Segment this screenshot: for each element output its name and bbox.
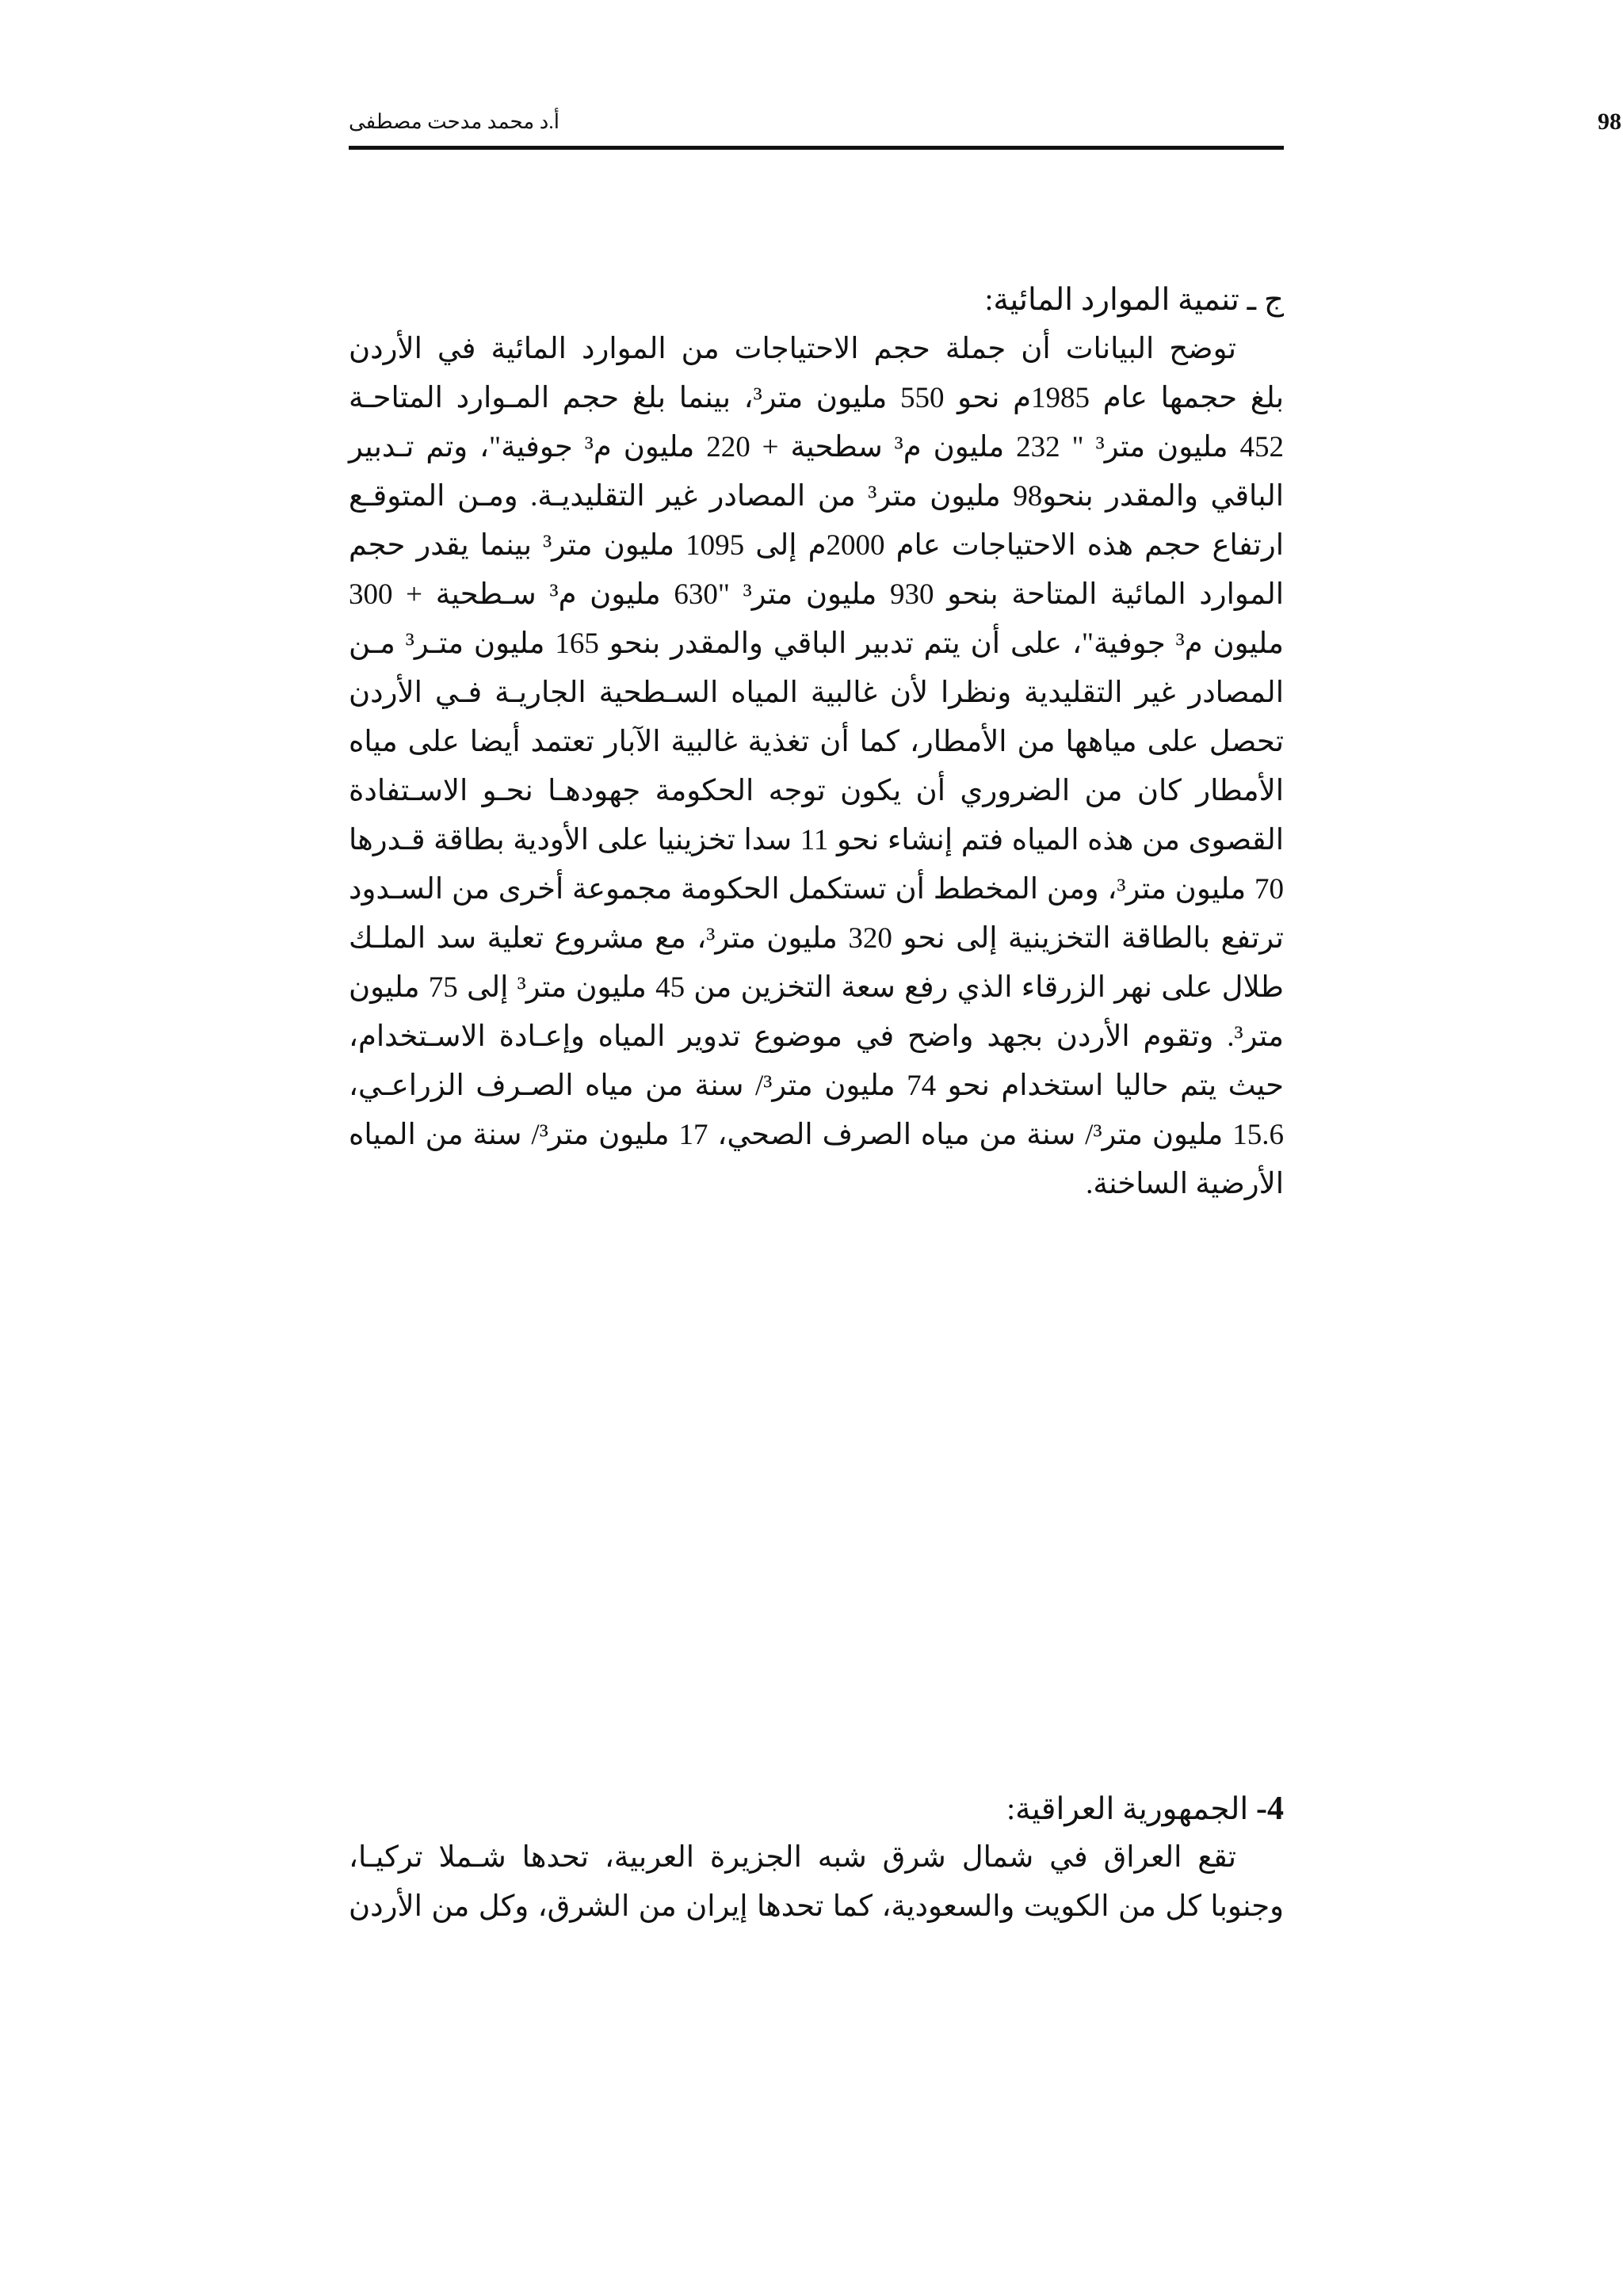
header-rule (349, 146, 1284, 150)
paragraph-line: الباقي والمقدر بنحو98 مليون متر³ من المصادر غير التقليديـة. ومـن المتوقـع (349, 480, 1284, 513)
paragraph-line: 452 مليون متر³ " 232 مليون م³ سطحية + 220 مليون م³ جوفية"، وتم تـدبير (349, 431, 1284, 463)
paragraph-line: ارتفاع حجم هذه الاحتياجات عام 2000م إلى 1095 مليون متر³ بينما يقدر حجم (349, 529, 1284, 562)
paragraph-line: القصوى من هذه المياه فتم إنشاء نحو 11 سدا تخزينيا على الأودية بطاقة قـدرها (349, 824, 1284, 856)
paragraph-line: تحصل على مياهها من الأمطار، كما أن تغذية غالبية الآبار تعتمد أيضا على مياه (349, 726, 1284, 758)
page-header (349, 103, 1621, 151)
paragraph-line: الأمطار كان من الضروري أن يكون توجه الحكومة جهودهـا نحـو الاسـتفادة (349, 775, 1284, 807)
paragraph-line: توضح البيانات أن جملة حجم الاحتياجات من الموارد المائية في الأردن (349, 333, 1236, 365)
paragraph-line: بلغ حجمها عام 1985م نحو 550 مليون متر³، بينما بلغ حجم المـوارد المتاحـة (349, 382, 1284, 414)
paragraph-line: متر³. وتقوم الأردن بجهد واضح في موضوع تدوير المياه وإعـادة الاسـتخدام، (349, 1020, 1284, 1053)
paragraph-line: المصادر غير التقليدية ونظرا لأن غالبية المياه السـطحية الجاريـة فـي الأردن (349, 677, 1284, 709)
section-paragraph (349, 1833, 1284, 1932)
paragraph-line: مليون م³ جوفية"، على أن يتم تدبير الباقي والمقدر بنحو 165 مليون متـر³ مـن (349, 627, 1284, 660)
paragraph-line: طلال على نهر الزرقاء الذي رفع سعة التخزين من 45 مليون متر³ إلى 75 مليون (349, 971, 1284, 1004)
paragraph-line: الموارد المائية المتاحة بنحو 930 مليون متر³ "630 مليون م³ سـطحية + 300 (349, 578, 1284, 611)
paragraph-line: الأرضية الساخنة. (1086, 1168, 1284, 1200)
page-number: 98 (1598, 109, 1621, 135)
paragraph-line: وجنوبا كل من الكويت والسعودية، كما تحدها إيران من الشرق، وكل من الأردن (349, 1890, 1284, 1923)
section-heading (349, 1784, 1284, 1833)
section-iraq (349, 1784, 1284, 1932)
paragraph-line: تقع العراق في شمال شرق شبه الجزيرة العربية، تحدها شـملا تركيـا، (349, 1841, 1236, 1874)
paragraph-line: حيث يتم حاليا استخدام نحو 74 مليون متر³/ سنة من مياه الصـرف الزراعـي، (349, 1070, 1284, 1102)
section-paragraph (349, 325, 1284, 1209)
section-title: الجمهورية العراقية: (1006, 1792, 1249, 1826)
section-heading: ج ـ تنمية الموارد المائية: (984, 283, 1284, 317)
section-water-resources (349, 276, 1284, 1209)
running-header-author: أ.د محمد مدحت مصطفى (349, 110, 559, 133)
paragraph-line: 15.6 مليون متر³/ سنة من مياه الصرف الصحي، 17 مليون متر³/ سنة من المياه (349, 1119, 1285, 1151)
paragraph-line: ترتفع بالطاقة التخزينية إلى نحو 320 مليون متر³، مع مشروع تعلية سد الملـك (349, 922, 1284, 955)
paragraph-line: 70 مليون متر³، ومن المخطط أن تستكمل الحكومة مجموعة أخرى من السـدود (349, 873, 1284, 906)
section-number: 4- (1256, 1791, 1284, 1827)
